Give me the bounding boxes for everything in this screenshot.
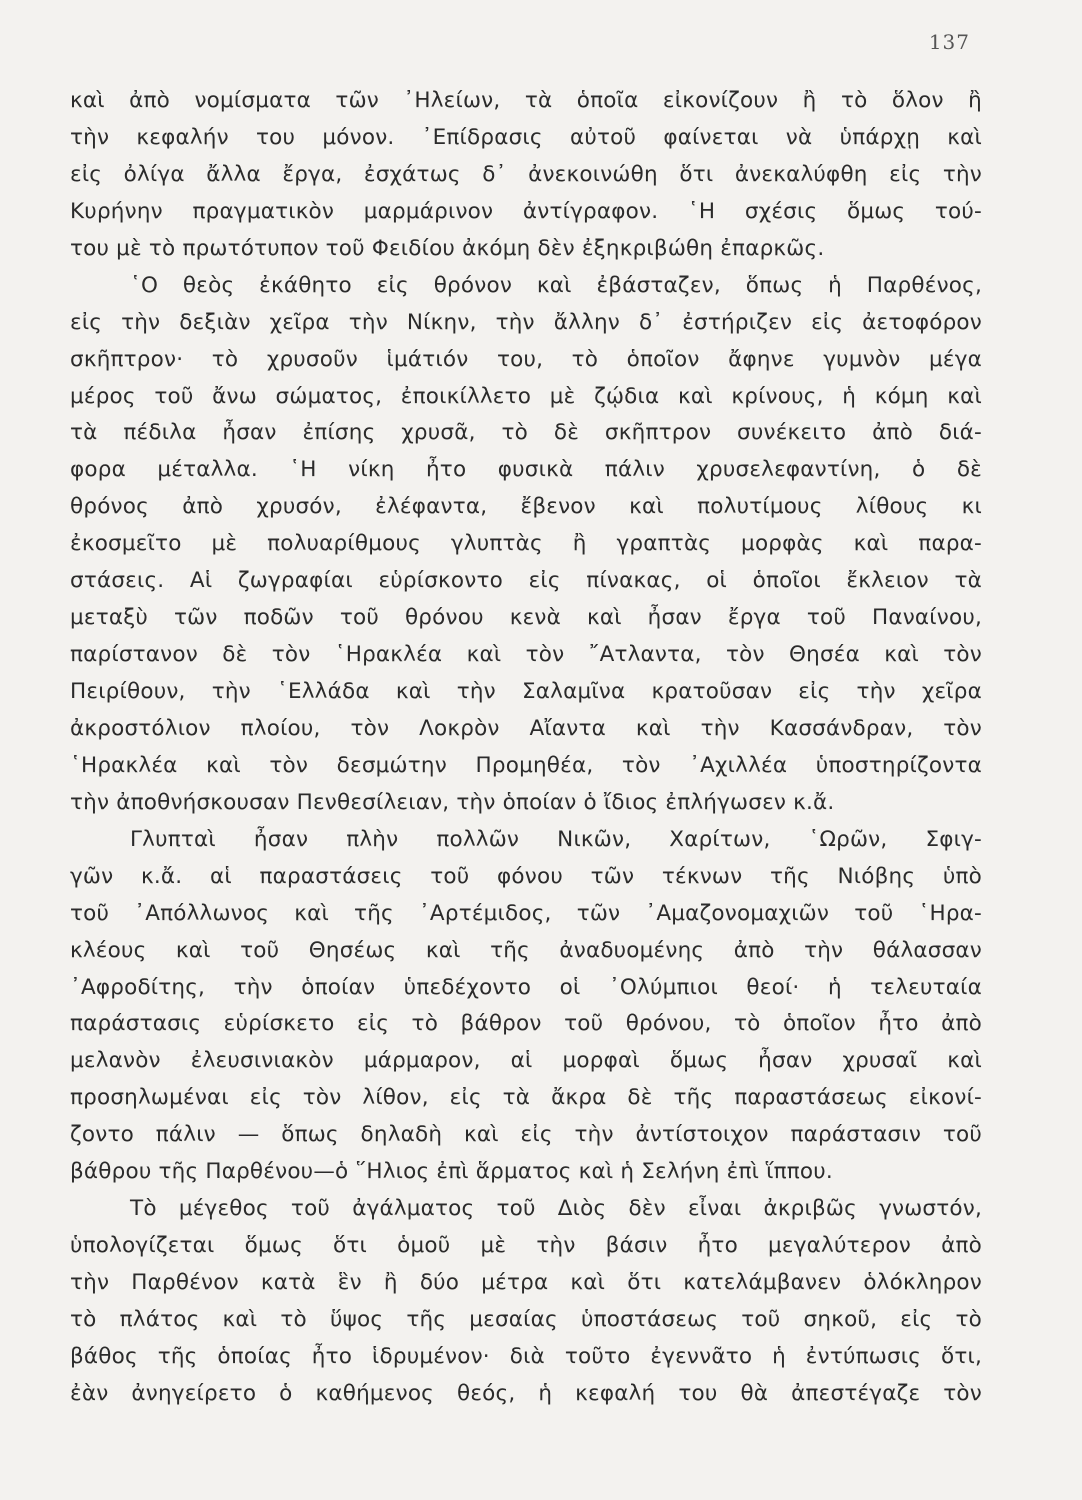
- text-line: ἐκοσμεῖτο μὲ πολυαρίθμους γλυπτὰς ἢ γραπτὰς μορφὰς καὶ παρα-: [70, 531, 982, 557]
- text-line: Γλυπταὶ ἦσαν πλὴν πολλῶν Νικῶν, Χαρίτων, ῾Ωρῶν, Σφιγ-: [130, 826, 982, 852]
- body-text: [70, 83, 982, 1413]
- text-line: θρόνος ἀπὸ χρυσόν, ἐλέφαντα, ἔβενον καὶ πολυτίμους λίθους κι: [70, 494, 982, 520]
- text-line: ὑπολογίζεται ὅμως ὅτι ὁμοῦ μὲ τὴν βάσιν ἦτο μεγαλύτερον ἀπὸ: [70, 1233, 982, 1259]
- text-line: Τὸ μέγεθος τοῦ ἀγάλματος τοῦ Διὸς δὲν εἶναι ἀκριβῶς γνωστόν,: [130, 1196, 982, 1222]
- text-line: τοῦ ᾿Απόλλωνος καὶ τῆς ᾿Αρτέμιδος, τῶν ᾿Αμαζονομαχιῶν τοῦ ῾Ηρα-: [70, 900, 982, 926]
- text-line: βάθρου τῆς Παρθένου—ὁ ῞Ηλιος ἐπὶ ἅρματος καὶ ἡ Σελήνη ἐπὶ ἵππου.: [70, 1159, 833, 1185]
- text-line: τὸ πλάτος καὶ τὸ ὕψος τῆς μεσαίας ὑποστάσεως τοῦ σηκοῦ, εἰς τὸ: [70, 1306, 982, 1332]
- text-line: παράστασις εὑρίσκετο εἰς τὸ βάθρον τοῦ θρόνου, τὸ ὁποῖον ἦτο ἀπὸ: [70, 1011, 982, 1037]
- text-line: του μὲ τὸ πρωτότυπον τοῦ Φειδίου ἀκόμη δὲν ἐξηκριβώθη ἐπαρκῶς.: [70, 235, 825, 261]
- text-line: μεταξὺ τῶν ποδῶν τοῦ θρόνου κενὰ καὶ ἦσαν ἔργα τοῦ Παναίνου,: [70, 605, 982, 631]
- text-line: στάσεις. Αἱ ζωγραφίαι εὑρίσκοντο εἰς πίνακας, οἱ ὁποῖοι ἔκλειον τὰ: [70, 568, 982, 594]
- text-line: κλέους καὶ τοῦ Θησέως καὶ τῆς ἀναδυομένης ἀπὸ τὴν θάλασσαν: [70, 937, 982, 963]
- text-line: τὴν κεφαλήν του μόνον. ᾿Επίδρασις αὐτοῦ φαίνεται νὰ ὑπάρχῃ καὶ: [70, 124, 982, 150]
- text-line: φορα μέταλλα. ῾Η νίκη ἦτο φυσικὰ πάλιν χρυσελεφαντίνη, ὁ δὲ: [70, 457, 982, 483]
- text-line: ζοντο πάλιν — ὅπως δηλαδὴ καὶ εἰς τὴν ἀντίστοιχον παράστασιν τοῦ: [70, 1122, 982, 1148]
- text-line: γῶν κ.ἄ. αἱ παραστάσεις τοῦ φόνου τῶν τέκνων τῆς Νιόβης ὑπὸ: [70, 863, 982, 889]
- text-line: τὴν Παρθένον κατὰ ἓν ἢ δύο μέτρα καὶ ὅτι κατελάμβανεν ὁλόκληρον: [70, 1270, 982, 1295]
- text-line: τὰ πέδιλα ἦσαν ἐπίσης χρυσᾶ, τὸ δὲ σκῆπτρον συνέκειτο ἀπὸ διά-: [70, 420, 982, 446]
- text-line: ἀκροστόλιον πλοίου, τὸν Λοκρὸν Αἴαντα καὶ τὴν Κασσάνδραν, τὸν: [70, 715, 982, 741]
- text-line: εἰς τὴν δεξιὰν χεῖρα τὴν Νίκην, τὴν ἄλλην δ᾿ ἐστήριζεν εἰς ἀετοφόρον: [70, 309, 982, 335]
- text-line: μελανὸν ἐλευσινιακὸν μάρμαρον, αἱ μορφαὶ ὅμως ἦσαν χρυσαῖ καὶ: [70, 1048, 982, 1074]
- text-line: εἰς ὀλίγα ἄλλα ἔργα, ἐσχάτως δ᾿ ἀνεκοινώθη ὅτι ἀνεκαλύφθη εἰς τὴν: [70, 161, 982, 187]
- text-line: ῾Ηρακλέα καὶ τὸν δεσμώτην Προμηθέα, τὸν ᾿Αχιλλέα ὑποστηρίζοντα: [70, 752, 982, 778]
- text-line: ἐὰν ἀνηγείρετο ὁ καθήμενος θεός, ἡ κεφαλή του θὰ ἀπεστέγαζε τὸν: [70, 1380, 982, 1406]
- text-line: Κυρήνην πραγματικὸν μαρμάρινον ἀντίγραφον. ῾Η σχέσις ὅμως τού-: [70, 198, 982, 224]
- text-line: καὶ ἀπὸ νομίσματα τῶν ᾿Ηλείων, τὰ ὁποῖα εἰκονίζουν ἢ τὸ ὅλον ἢ: [70, 88, 982, 113]
- text-line: προσηλωμέναι εἰς τὸν λίθον, εἰς τὰ ἄκρα δὲ τῆς παραστάσεως εἰκονί-: [70, 1085, 982, 1111]
- text-line: ῾Ο θεὸς ἐκάθητο εἰς θρόνον καὶ ἐβάσταζεν, ὅπως ἡ Παρθένος,: [130, 272, 982, 298]
- page-number: 137: [928, 30, 970, 54]
- text-line: σκῆπτρον· τὸ χρυσοῦν ἱμάτιόν του, τὸ ὁποῖον ἄφηνε γυμνὸν μέγα: [70, 346, 982, 372]
- text-line: βάθος τῆς ὁποίας ἦτο ἱδρυμένον· διὰ τοῦτο ἐγεννᾶτο ἡ ἐντύπωσις ὅτι,: [70, 1343, 982, 1369]
- text-line: ᾿Αφροδίτης, τὴν ὁποίαν ὑπεδέχοντο οἱ ᾿Ολύμπιοι θεοί· ἡ τελευταία: [70, 974, 982, 1000]
- text-line: μέρος τοῦ ἄνω σώματος, ἐποικίλλετο μὲ ζῴδια καὶ κρίνους, ἡ κόμη καὶ: [70, 383, 982, 409]
- text-line: τὴν ἀποθνήσκουσαν Πενθεσίλειαν, τὴν ὁποίαν ὁ ἴδιος ἐπλήγωσεν κ.ἄ.: [70, 789, 835, 815]
- text-line: παρίστανον δὲ τὸν ῾Ηρακλέα καὶ τὸν ῎Ατλαντα, τὸν Θησέα καὶ τὸν: [70, 642, 982, 668]
- text-line: Πειρίθουν, τὴν ῾Ελλάδα καὶ τὴν Σαλαμῖνα κρατοῦσαν εἰς τὴν χεῖρα: [70, 679, 982, 704]
